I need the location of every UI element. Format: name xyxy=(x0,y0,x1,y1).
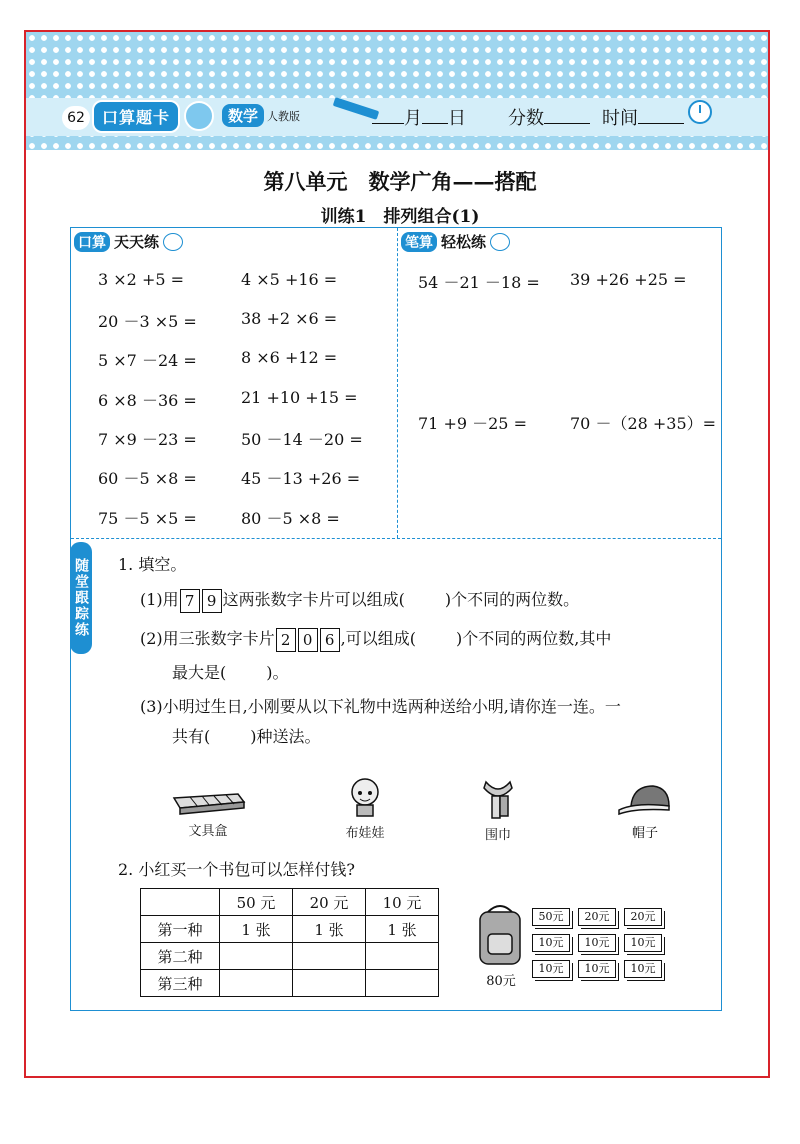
score-label: 分数 xyxy=(508,108,544,129)
subject-badge: 数学 xyxy=(222,104,264,127)
row-label: 第三种 xyxy=(141,970,220,997)
table-cell[interactable]: 1 张 xyxy=(366,916,439,943)
clock-icon xyxy=(688,100,712,124)
q1-2-text-b: ,可以组成( xyxy=(340,629,417,648)
money-bill: 10元 xyxy=(532,960,570,978)
page-number: 62 xyxy=(62,106,90,130)
q1-3: (3)小明过生日,小刚要从以下礼物中选两种送给小明,请你连一连。一 xyxy=(140,697,621,716)
gift-pencil-case[interactable] xyxy=(166,786,250,839)
table-row xyxy=(141,916,439,943)
month-label: 月 xyxy=(404,108,422,129)
edition-label: 人教版 xyxy=(267,109,301,123)
written-tag: 笔算 xyxy=(401,232,437,252)
digit-card: 7 xyxy=(180,589,200,613)
table-header: 50 元 xyxy=(220,889,293,916)
oral-expr: 8 ×6 +12 = xyxy=(241,348,338,367)
oral-expr: 5 ×7 －24 = xyxy=(98,351,197,370)
table-header-row xyxy=(141,889,439,916)
table-row xyxy=(141,970,439,997)
scarf-icon xyxy=(478,778,518,820)
backpack-icon xyxy=(474,902,526,970)
time-field xyxy=(602,104,684,130)
payment-table xyxy=(140,888,439,997)
score-field xyxy=(508,104,590,130)
written-expr: 54 －21 －18 = xyxy=(418,273,540,292)
oral-expr: 21 +10 +15 = xyxy=(241,388,358,407)
oral-expr: 75 －5 ×5 = xyxy=(98,509,197,528)
table-cell[interactable] xyxy=(293,943,366,970)
digit-card: 9 xyxy=(202,589,222,613)
money-bill: 50元 xyxy=(532,908,570,926)
money-bill: 10元 xyxy=(532,934,570,952)
oral-expr: 3 ×2 +5 = xyxy=(98,270,185,289)
written-expr: 70 －（28 +35）= xyxy=(570,414,717,433)
gift-doll[interactable] xyxy=(330,776,400,841)
speech-bubble-icon xyxy=(163,233,183,251)
money-bill: 10元 xyxy=(578,934,616,952)
q1-3-text-b: 共有( xyxy=(172,727,211,746)
money-bill: 20元 xyxy=(578,908,616,926)
divider-vertical xyxy=(397,228,398,538)
q1-2-text-a: (2)用三张数字卡片 xyxy=(140,629,275,648)
table-cell[interactable] xyxy=(366,970,439,997)
table-cell[interactable] xyxy=(293,970,366,997)
table-row xyxy=(141,943,439,970)
table-cell[interactable] xyxy=(220,943,293,970)
q1-3-text-c: )种送法。 xyxy=(250,727,321,746)
gift-label: 帽子 xyxy=(631,826,658,841)
bill-grid xyxy=(532,908,662,978)
written-expr: 39 +26 +25 = xyxy=(570,270,687,289)
classroom-tag: 随堂跟踪练 xyxy=(70,542,92,654)
money-bill: 10元 xyxy=(578,960,616,978)
speech-bubble-icon xyxy=(490,233,510,251)
money-bill: 10元 xyxy=(624,934,662,952)
row-label: 第一种 xyxy=(141,916,220,943)
q1-2-cont xyxy=(172,660,289,683)
gift-scarf[interactable] xyxy=(466,778,530,843)
table-cell xyxy=(141,889,220,916)
cap-icon xyxy=(615,780,675,818)
oral-expr: 50 －14 －20 = xyxy=(241,430,363,449)
q1-3-cont xyxy=(172,724,321,747)
q1-2-text-d: 最大是( xyxy=(172,663,227,682)
written-expr: 71 +9 －25 = xyxy=(418,414,527,433)
oral-section-tag xyxy=(74,231,183,252)
mascot-icon xyxy=(184,101,214,131)
table-header: 10 元 xyxy=(366,889,439,916)
oral-expr: 38 +2 ×6 = xyxy=(241,309,338,328)
table-cell[interactable]: 1 张 xyxy=(293,916,366,943)
gift-cap[interactable] xyxy=(610,780,680,841)
oral-expr: 45 －13 +26 = xyxy=(241,469,361,488)
oral-tag: 口算 xyxy=(74,232,110,252)
money-bill: 20元 xyxy=(624,908,662,926)
q1-1-text-b: 这两张数字卡片可以组成( xyxy=(222,590,405,609)
gift-label: 围巾 xyxy=(484,828,511,843)
gift-label: 文具盒 xyxy=(188,824,228,839)
q1-1 xyxy=(140,587,579,613)
money-bill: 10元 xyxy=(624,960,662,978)
table-cell[interactable] xyxy=(366,943,439,970)
unit-title: 第八单元 数学广角——搭配 xyxy=(263,169,537,194)
q1-2-text-c: )个不同的两位数,其中 xyxy=(456,629,612,648)
oral-expr: 60 －5 ×8 = xyxy=(98,469,197,488)
oral-expr: 7 ×9 －23 = xyxy=(98,430,197,449)
date-field xyxy=(372,104,466,130)
table-cell[interactable] xyxy=(220,970,293,997)
day-label: 日 xyxy=(448,108,466,129)
oral-expr: 80 －5 ×8 = xyxy=(241,509,340,528)
table-cell[interactable]: 1 张 xyxy=(220,916,293,943)
logo xyxy=(92,100,214,132)
gift-label: 布娃娃 xyxy=(345,826,385,841)
time-label: 时间 xyxy=(602,108,638,129)
q1-1-text-c: )个不同的两位数。 xyxy=(444,590,580,609)
oral-label: 天天练 xyxy=(114,233,160,251)
table-header: 20 元 xyxy=(293,889,366,916)
lesson-title: 训练1 排列组合(1) xyxy=(320,207,480,227)
written-label: 轻松练 xyxy=(441,233,487,251)
written-section-tag xyxy=(401,231,510,252)
oral-expr: 20 －3 ×5 = xyxy=(98,312,197,331)
q1-title: 1. 填空。 xyxy=(118,555,187,574)
q1-2-text-e: )。 xyxy=(266,663,289,682)
bag-price: 80元 xyxy=(486,974,516,989)
pencil-case-icon xyxy=(168,786,248,816)
digit-card: 6 xyxy=(320,628,340,652)
digit-card: 2 xyxy=(276,628,296,652)
digit-card: 0 xyxy=(298,628,318,652)
subject-label xyxy=(222,104,300,127)
q1-2 xyxy=(140,626,611,652)
oral-expr: 6 ×8 －36 = xyxy=(98,391,197,410)
doll-icon xyxy=(343,776,387,818)
q1-1-text-a: (1)用 xyxy=(140,590,179,609)
logo-text: 口算题卡 xyxy=(92,100,180,133)
row-label: 第二种 xyxy=(141,943,220,970)
oral-expr: 4 ×5 +16 = xyxy=(241,270,338,289)
q2-title: 2. 小红买一个书包可以怎样付钱? xyxy=(118,860,355,879)
divider-horizontal xyxy=(71,538,721,539)
